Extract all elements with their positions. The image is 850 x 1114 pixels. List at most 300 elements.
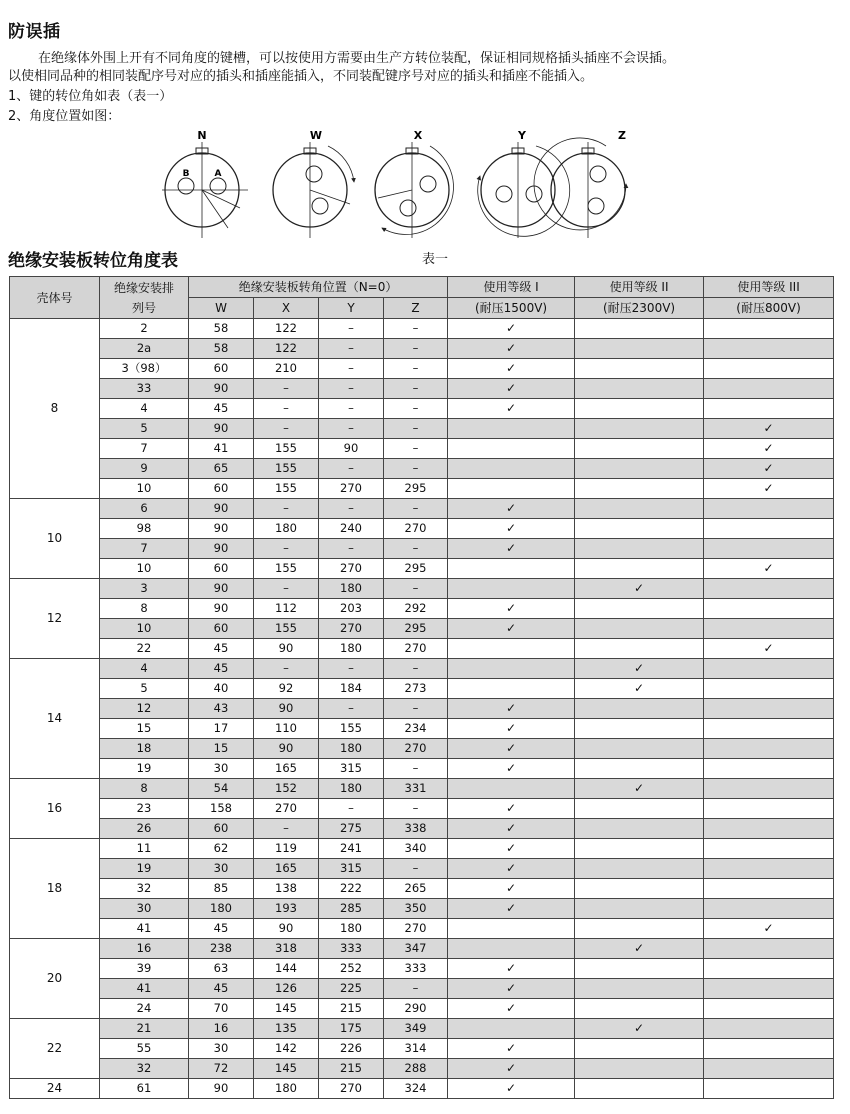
pin-label-b: B — [182, 169, 190, 179]
angle-z: – — [384, 699, 448, 719]
angle-x: 193 — [254, 899, 319, 919]
grade-3-cell — [704, 1059, 834, 1079]
angle-y: 252 — [319, 959, 384, 979]
grade-2-cell — [575, 459, 704, 479]
grade-1-cell — [448, 1039, 575, 1059]
grade-3-cell — [704, 499, 834, 519]
diagram-w — [273, 129, 354, 238]
header-z: Z — [384, 298, 448, 319]
table-row — [10, 859, 834, 879]
table-row — [10, 339, 834, 359]
angle-y: 241 — [319, 839, 384, 859]
check-mark: ✓ — [506, 1041, 517, 1055]
table-row — [10, 959, 834, 979]
grade-3-cell — [704, 479, 834, 499]
grade-1-cell — [448, 899, 575, 919]
table-row — [10, 619, 834, 639]
arrangement-number: 8 — [100, 779, 189, 799]
angle-z: 295 — [384, 559, 448, 579]
angle-y: 90 — [319, 439, 384, 459]
angle-x: 144 — [254, 959, 319, 979]
grade-3-cell — [704, 619, 834, 639]
angle-z: 273 — [384, 679, 448, 699]
angle-x: 126 — [254, 979, 319, 999]
check-mark: ✓ — [763, 641, 774, 655]
arrangement-number: 3（98） — [100, 359, 189, 379]
grade-3-cell — [704, 319, 834, 339]
angle-x: 90 — [254, 739, 319, 759]
grade-1-cell — [448, 959, 575, 979]
diagram-z — [534, 129, 626, 238]
check-mark: ✓ — [506, 361, 517, 375]
table-row — [10, 439, 834, 459]
table-row — [10, 459, 834, 479]
angle-position-diagram — [150, 128, 630, 243]
grade-1-cell — [448, 399, 575, 419]
angle-y: 215 — [319, 1059, 384, 1079]
grade-1-cell — [448, 559, 575, 579]
angle-w: 45 — [189, 979, 254, 999]
grade-3-cell — [704, 519, 834, 539]
diagram-label-x: X — [413, 129, 423, 142]
arrangement-number: 32 — [100, 879, 189, 899]
arrangement-number: 61 — [100, 1079, 189, 1099]
angle-y: 226 — [319, 1039, 384, 1059]
grade-1-cell — [448, 919, 575, 939]
angle-x: – — [254, 819, 319, 839]
check-mark: ✓ — [763, 441, 774, 455]
header-grade-2-voltage: (耐压2300V) — [575, 298, 704, 319]
grade-3-cell — [704, 439, 834, 459]
angle-z: – — [384, 379, 448, 399]
grade-3-cell — [704, 579, 834, 599]
angle-z: 270 — [384, 519, 448, 539]
grade-2-cell — [575, 1019, 704, 1039]
angle-y: 175 — [319, 1019, 384, 1039]
header-arrangement: 绝缘安装排 列号 — [100, 277, 189, 319]
arrangement-number: 7 — [100, 439, 189, 459]
arrangement-number: 10 — [100, 479, 189, 499]
angle-x: 122 — [254, 339, 319, 359]
grade-2-cell — [575, 799, 704, 819]
check-mark: ✓ — [506, 801, 517, 815]
angle-w: 54 — [189, 779, 254, 799]
angle-z: 295 — [384, 619, 448, 639]
angle-x: 122 — [254, 319, 319, 339]
check-mark: ✓ — [634, 661, 645, 675]
table-row — [10, 799, 834, 819]
angle-z: 347 — [384, 939, 448, 959]
table-row — [10, 919, 834, 939]
grade-2-cell — [575, 759, 704, 779]
grade-2-cell — [575, 579, 704, 599]
angle-w: 158 — [189, 799, 254, 819]
grade-3-cell — [704, 539, 834, 559]
angle-x: – — [254, 379, 319, 399]
angle-y: 203 — [319, 599, 384, 619]
grade-2-cell — [575, 699, 704, 719]
angle-y: 180 — [319, 579, 384, 599]
check-mark: ✓ — [763, 461, 774, 475]
header-grade-3: 使用等级 III — [704, 277, 834, 298]
angle-y: – — [319, 699, 384, 719]
angle-z: 333 — [384, 959, 448, 979]
angle-x: – — [254, 659, 319, 679]
table-row — [10, 1019, 834, 1039]
angle-z: 324 — [384, 1079, 448, 1099]
angle-z: – — [384, 539, 448, 559]
angle-x: 90 — [254, 919, 319, 939]
grade-3-cell — [704, 959, 834, 979]
table-row — [10, 319, 834, 339]
angle-w: 30 — [189, 1039, 254, 1059]
page-heading: 防误插 — [8, 22, 61, 42]
angle-w: 90 — [189, 419, 254, 439]
angle-z: 331 — [384, 779, 448, 799]
angle-z: – — [384, 399, 448, 419]
angle-w: 17 — [189, 719, 254, 739]
arrangement-number: 4 — [100, 659, 189, 679]
diagram-y — [478, 129, 570, 238]
angle-w: 90 — [189, 599, 254, 619]
grade-3-cell — [704, 1039, 834, 1059]
grade-3-cell — [704, 759, 834, 779]
header-grade-1: 使用等级 I — [448, 277, 575, 298]
angle-y: 270 — [319, 479, 384, 499]
angle-z: 265 — [384, 879, 448, 899]
grade-1-cell — [448, 879, 575, 899]
table-row — [10, 679, 834, 699]
angle-y: – — [319, 459, 384, 479]
grade-3-cell — [704, 839, 834, 859]
table-header — [10, 277, 834, 319]
list-item-2: 2、角度位置如图： — [8, 109, 121, 124]
grade-1-cell — [448, 979, 575, 999]
pin-label-a: A — [214, 169, 222, 179]
grade-1-cell — [448, 499, 575, 519]
angle-y: 180 — [319, 919, 384, 939]
angle-y: 270 — [319, 1079, 384, 1099]
grade-1-cell — [448, 739, 575, 759]
grade-1-cell — [448, 339, 575, 359]
grade-1-cell — [448, 799, 575, 819]
grade-2-cell — [575, 659, 704, 679]
shell-number: 22 — [10, 1019, 100, 1079]
angle-x: 119 — [254, 839, 319, 859]
grade-2-cell — [575, 599, 704, 619]
check-mark: ✓ — [506, 621, 517, 635]
grade-3-cell — [704, 359, 834, 379]
arrangement-number: 10 — [100, 619, 189, 639]
grade-1-cell — [448, 439, 575, 459]
grade-1-cell — [448, 819, 575, 839]
diagram-n — [162, 129, 248, 238]
angle-y: 270 — [319, 619, 384, 639]
grade-1-cell — [448, 679, 575, 699]
header-shell: 壳体号 — [10, 277, 100, 319]
angle-w: 63 — [189, 959, 254, 979]
grade-1-cell — [448, 379, 575, 399]
grade-1-cell — [448, 999, 575, 1019]
grade-3-cell — [704, 979, 834, 999]
arrangement-number: 39 — [100, 959, 189, 979]
angle-z: – — [384, 979, 448, 999]
angle-x: 165 — [254, 759, 319, 779]
table-row — [10, 1039, 834, 1059]
grade-1-cell — [448, 1059, 575, 1079]
grade-2-cell — [575, 1079, 704, 1099]
angle-y: 155 — [319, 719, 384, 739]
grade-3-cell — [704, 859, 834, 879]
angle-w: 60 — [189, 359, 254, 379]
angle-w: 45 — [189, 399, 254, 419]
angle-z: – — [384, 659, 448, 679]
grade-2-cell — [575, 879, 704, 899]
intro-paragraph-1: 在绝缘体外围上开有不同角度的键槽，可以按使用方需要由生产方转位装配，保证相同规格插头插座不会误插。 — [38, 51, 676, 66]
grade-1-cell — [448, 1019, 575, 1039]
angle-w: 90 — [189, 579, 254, 599]
grade-3-cell — [704, 699, 834, 719]
grade-3-cell — [704, 659, 834, 679]
table-row — [10, 819, 834, 839]
table-body — [10, 319, 834, 1099]
grade-3-cell — [704, 899, 834, 919]
arrangement-number: 19 — [100, 759, 189, 779]
check-mark: ✓ — [763, 561, 774, 575]
grade-2-cell — [575, 559, 704, 579]
grade-1-cell — [448, 479, 575, 499]
grade-3-cell — [704, 779, 834, 799]
angle-x: 90 — [254, 699, 319, 719]
angle-w: 15 — [189, 739, 254, 759]
check-mark: ✓ — [506, 601, 517, 615]
table-row — [10, 879, 834, 899]
angle-w: 90 — [189, 379, 254, 399]
arrangement-number: 19 — [100, 859, 189, 879]
angle-x: 110 — [254, 719, 319, 739]
grade-2-cell — [575, 899, 704, 919]
table-row — [10, 839, 834, 859]
angle-y: – — [319, 499, 384, 519]
check-mark: ✓ — [506, 901, 517, 915]
check-mark: ✓ — [506, 401, 517, 415]
arrangement-number: 8 — [100, 599, 189, 619]
angle-y: 270 — [319, 559, 384, 579]
angle-y: 180 — [319, 779, 384, 799]
angle-w: 58 — [189, 319, 254, 339]
shell-number: 18 — [10, 839, 100, 939]
grade-3-cell — [704, 679, 834, 699]
check-mark: ✓ — [506, 821, 517, 835]
angle-z: 349 — [384, 1019, 448, 1039]
grade-2-cell — [575, 739, 704, 759]
arrangement-number: 98 — [100, 519, 189, 539]
angle-x: 318 — [254, 939, 319, 959]
grade-3-cell — [704, 1079, 834, 1099]
angle-w: 180 — [189, 899, 254, 919]
rotation-angle-table — [9, 276, 834, 1099]
grade-2-cell — [575, 479, 704, 499]
grade-2-cell — [575, 539, 704, 559]
check-mark: ✓ — [506, 321, 517, 335]
grade-1-cell — [448, 839, 575, 859]
angle-w: 60 — [189, 619, 254, 639]
angle-y: – — [319, 399, 384, 419]
table-row — [10, 939, 834, 959]
angle-x: 142 — [254, 1039, 319, 1059]
check-mark: ✓ — [506, 701, 517, 715]
table-row — [10, 1079, 834, 1099]
arrangement-number: 41 — [100, 979, 189, 999]
angle-y: 184 — [319, 679, 384, 699]
table-row — [10, 599, 834, 619]
arrangement-number: 32 — [100, 1059, 189, 1079]
angle-z: – — [384, 439, 448, 459]
grade-2-cell — [575, 859, 704, 879]
angle-z: – — [384, 499, 448, 519]
angle-x: – — [254, 539, 319, 559]
angle-x: 180 — [254, 1079, 319, 1099]
angle-x: 180 — [254, 519, 319, 539]
arrangement-number: 33 — [100, 379, 189, 399]
angle-w: 60 — [189, 559, 254, 579]
angle-x: 138 — [254, 879, 319, 899]
grade-1-cell — [448, 459, 575, 479]
grade-1-cell — [448, 699, 575, 719]
angle-x: 155 — [254, 459, 319, 479]
angle-y: 180 — [319, 639, 384, 659]
arrangement-number: 41 — [100, 919, 189, 939]
arrangement-number: 7 — [100, 539, 189, 559]
table-row — [10, 399, 834, 419]
table-row — [10, 499, 834, 519]
angle-z: – — [384, 579, 448, 599]
check-mark: ✓ — [634, 941, 645, 955]
table-row — [10, 519, 834, 539]
arrangement-number: 26 — [100, 819, 189, 839]
grade-3-cell — [704, 819, 834, 839]
diagram-label-z: Z — [618, 129, 626, 142]
check-mark: ✓ — [506, 981, 517, 995]
grade-3-cell — [704, 999, 834, 1019]
table-row — [10, 759, 834, 779]
arrangement-number: 2 — [100, 319, 189, 339]
grade-3-cell — [704, 799, 834, 819]
check-mark: ✓ — [634, 581, 645, 595]
table-row — [10, 659, 834, 679]
angle-x: 90 — [254, 639, 319, 659]
arrangement-number: 16 — [100, 939, 189, 959]
angle-w: 90 — [189, 1079, 254, 1099]
arrangement-number: 11 — [100, 839, 189, 859]
table-row — [10, 359, 834, 379]
angle-w: 70 — [189, 999, 254, 1019]
shell-number: 8 — [10, 319, 100, 499]
grade-3-cell — [704, 399, 834, 419]
angle-y: – — [319, 379, 384, 399]
grade-2-cell — [575, 959, 704, 979]
angle-x: – — [254, 419, 319, 439]
angle-y: 285 — [319, 899, 384, 919]
angle-y: – — [319, 419, 384, 439]
angle-z: 295 — [384, 479, 448, 499]
arrangement-number: 3 — [100, 579, 189, 599]
shell-number: 24 — [10, 1079, 100, 1099]
angle-z: – — [384, 319, 448, 339]
angle-z: – — [384, 759, 448, 779]
grade-1-cell — [448, 419, 575, 439]
check-mark: ✓ — [634, 681, 645, 695]
check-mark: ✓ — [506, 721, 517, 735]
angle-z: 288 — [384, 1059, 448, 1079]
angle-y: 222 — [319, 879, 384, 899]
angle-y: – — [319, 799, 384, 819]
angle-w: 90 — [189, 539, 254, 559]
table-row — [10, 979, 834, 999]
angle-x: 155 — [254, 439, 319, 459]
grade-3-cell — [704, 459, 834, 479]
grade-2-cell — [575, 819, 704, 839]
table-row — [10, 779, 834, 799]
angle-z: 350 — [384, 899, 448, 919]
angle-z: 292 — [384, 599, 448, 619]
angle-z: – — [384, 419, 448, 439]
arrangement-number: 18 — [100, 739, 189, 759]
shell-number: 10 — [10, 499, 100, 579]
grade-1-cell — [448, 1079, 575, 1099]
check-mark: ✓ — [506, 841, 517, 855]
grade-2-cell — [575, 999, 704, 1019]
check-mark: ✓ — [634, 1021, 645, 1035]
check-mark: ✓ — [634, 781, 645, 795]
arrangement-number: 5 — [100, 419, 189, 439]
angle-w: 90 — [189, 499, 254, 519]
angle-w: 238 — [189, 939, 254, 959]
grade-3-cell — [704, 739, 834, 759]
grade-1-cell — [448, 319, 575, 339]
angle-w: 62 — [189, 839, 254, 859]
grade-2-cell — [575, 499, 704, 519]
grade-3-cell — [704, 719, 834, 739]
angle-z: 314 — [384, 1039, 448, 1059]
grade-1-cell — [448, 639, 575, 659]
table-row — [10, 479, 834, 499]
check-mark: ✓ — [763, 481, 774, 495]
header-grade-3-voltage: (耐压800V) — [704, 298, 834, 319]
header-grade-2: 使用等级 II — [575, 277, 704, 298]
grade-2-cell — [575, 619, 704, 639]
arrangement-number: 22 — [100, 639, 189, 659]
angle-y: 333 — [319, 939, 384, 959]
angle-z: 270 — [384, 919, 448, 939]
grade-1-cell — [448, 539, 575, 559]
angle-w: 43 — [189, 699, 254, 719]
angle-y: 315 — [319, 859, 384, 879]
grade-2-cell — [575, 399, 704, 419]
grade-2-cell — [575, 419, 704, 439]
grade-2-cell — [575, 839, 704, 859]
angle-w: 58 — [189, 339, 254, 359]
angle-y: 240 — [319, 519, 384, 539]
check-mark: ✓ — [506, 521, 517, 535]
header-x: X — [254, 298, 319, 319]
header-grade-1-voltage: (耐压1500V) — [448, 298, 575, 319]
diagram-label-n: N — [197, 129, 207, 142]
angle-x: – — [254, 579, 319, 599]
angle-x: 112 — [254, 599, 319, 619]
table-row — [10, 579, 834, 599]
angle-y: 225 — [319, 979, 384, 999]
